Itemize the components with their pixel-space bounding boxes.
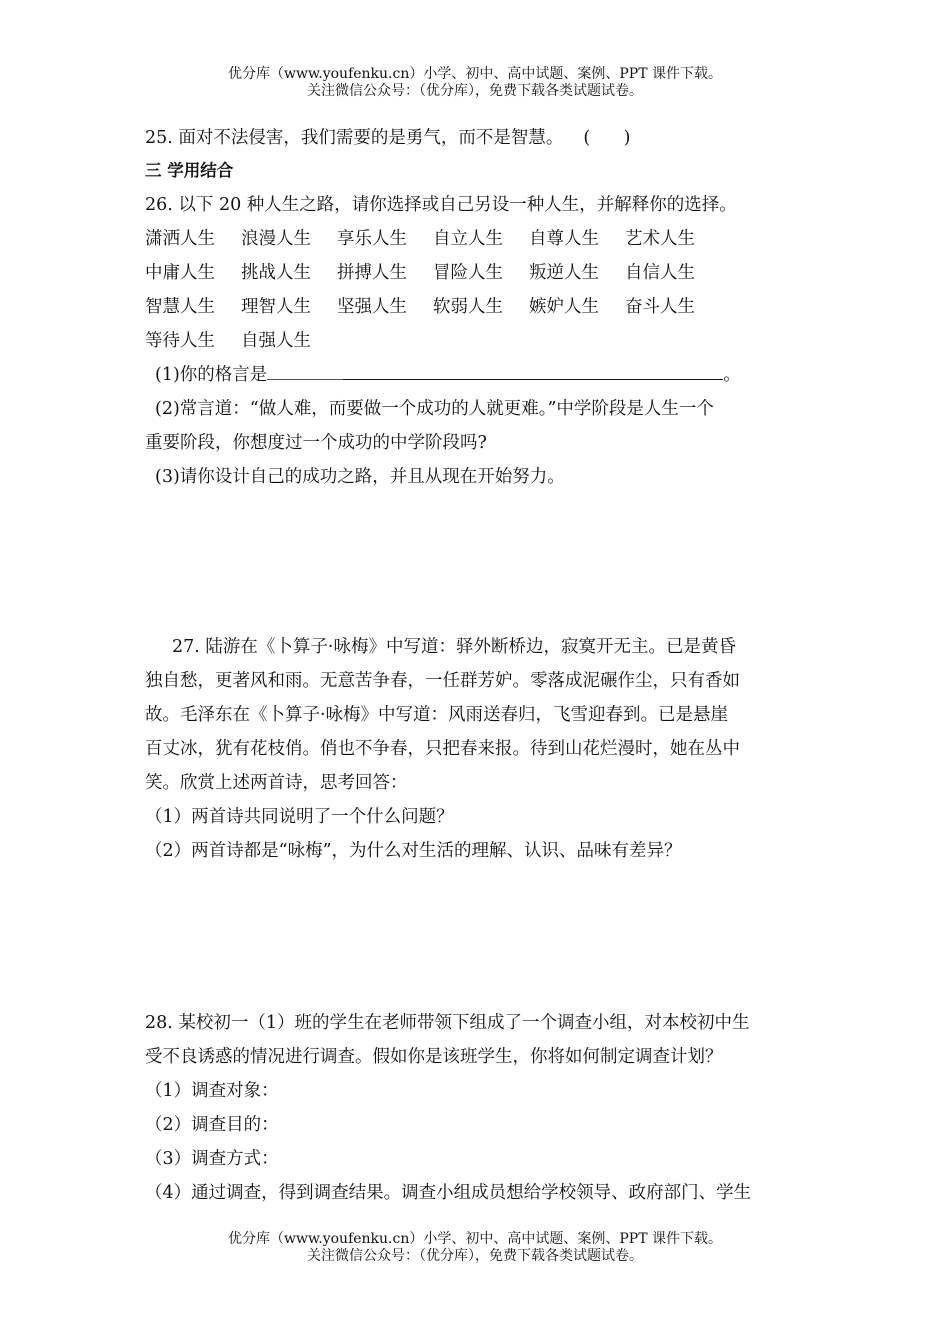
motto-blank[interactable] [343,365,723,380]
life-option: 软弱人生 [433,297,503,317]
life-option: 奋斗人生 [625,297,695,317]
answer-space-27[interactable] [145,868,810,1006]
life-option: 冒险人生 [433,263,503,283]
question-26-stem: 26. 以下 20 种人生之路，请你选择或自己另设一种人生，并解释你的选择。 [145,195,737,215]
answer-space-26[interactable] [145,494,810,630]
page-footer [0,1231,950,1265]
life-option: 自尊人生 [529,229,599,249]
header-line-2: 关注微信公众号：（优分库），免费下载各类试题试卷。 [307,83,643,99]
life-option: 潇洒人生 [145,229,215,249]
life-option: 中庸人生 [145,263,215,283]
life-option: 自信人生 [625,263,695,283]
question-27-sub-2: （2）两首诗都是“咏梅”，为什么对生活的理解、认识、品味有差异？ [145,841,682,861]
question-26-sub-2-line-2: 重要阶段，你想度过一个成功的中学阶段吗? [145,433,487,453]
question-26-sub-2-line-1: (2)常言道：“做人难，而要做一个成功的人就更难。”中学阶段是人生一个 [155,399,714,419]
life-option: 等待人生 [145,331,215,351]
life-option: 拼搏人生 [337,263,407,283]
question-27-sub-1: （1）两首诗共同说明了一个什么问题？ [145,807,454,827]
question-27 [145,630,810,868]
question-28-sub-3: （3）调查方式： [145,1149,279,1169]
question-27-line: 27. 陆游在《卜算子·咏梅》中写道：驿外断桥边，寂寞开无主。已是黄昏 [172,637,736,657]
life-option: 艺术人生 [625,229,695,249]
life-options-grid [145,222,810,358]
question-27-line: 独自愁，更著风和雨。无意苦争春，一任群芳妒。零落成泥碾作尘，只有香如 [145,671,740,691]
question-26-sub-3: (3)请你设计自己的成功之路，并且从现在开始努力。 [155,467,565,487]
question-26-sub-1 [145,358,810,392]
life-option: 自立人生 [433,229,503,249]
question-28-line: 28. 某校初一（1）班的学生在老师带领下组成了一个调查小组，对本校初中生 [145,1013,750,1033]
question-27-line: 百丈冰，犹有花枝俏。俏也不争春，只把春来报。待到山花烂漫时，她在丛中 [145,739,740,759]
question-28-sub-1: （1）调查对象： [145,1081,279,1101]
life-option: 享乐人生 [337,229,407,249]
header-line-1: 优分库（www.youfenku.cn）小学、初中、高中试题、案例、PPT 课件下载。 [227,66,722,82]
question-28-sub-4: （4）通过调查，得到调查结果。调查小组成员想给学校领导、政府部门、学生 [145,1183,752,1203]
life-option: 智慧人生 [145,297,215,317]
life-option: 叛逆人生 [529,263,599,283]
life-option: 理智人生 [241,297,311,317]
question-28 [145,1006,810,1210]
life-option: 坚强人生 [337,297,407,317]
question-28-sub-2: （2）调查目的： [145,1115,279,1135]
life-option: 挑战人生 [241,263,311,283]
question-25 [145,122,810,154]
question-27-line: 故。毛泽东在《卜算子·咏梅》中写道：风雨送春归，飞雪迎春到。已是悬崖 [145,705,729,725]
motto-end-mark: 。 [723,365,741,385]
footer-line-1: 优分库（www.youfenku.cn）小学、初中、高中试题、案例、PPT 课件下载。 [227,1231,722,1247]
footer-line-2: 关注微信公众号：（优分库），免费下载各类试题试卷。 [307,1248,643,1264]
section-3-title: 三 学用结合 [145,161,234,180]
document-body [145,122,810,1210]
motto-prompt: (1)你的格言是 [155,365,268,385]
answer-parentheses: ( ) [583,128,631,148]
question-25-text: 25. 面对不法侵害，我们需要的是勇气，而不是智慧。 [145,128,564,148]
question-27-line: 笑。欣赏上述两首诗，思考回答： [145,773,408,793]
life-option: 嫉妒人生 [529,297,599,317]
life-option: 自强人生 [241,331,311,351]
question-28-line: 受不良诱惑的情况进行调查。假如你是该班学生，你将如何制定调查计划？ [145,1047,723,1067]
life-option: 浪漫人生 [241,229,311,249]
motto-blank-short[interactable] [267,365,343,380]
page-header [0,66,950,100]
